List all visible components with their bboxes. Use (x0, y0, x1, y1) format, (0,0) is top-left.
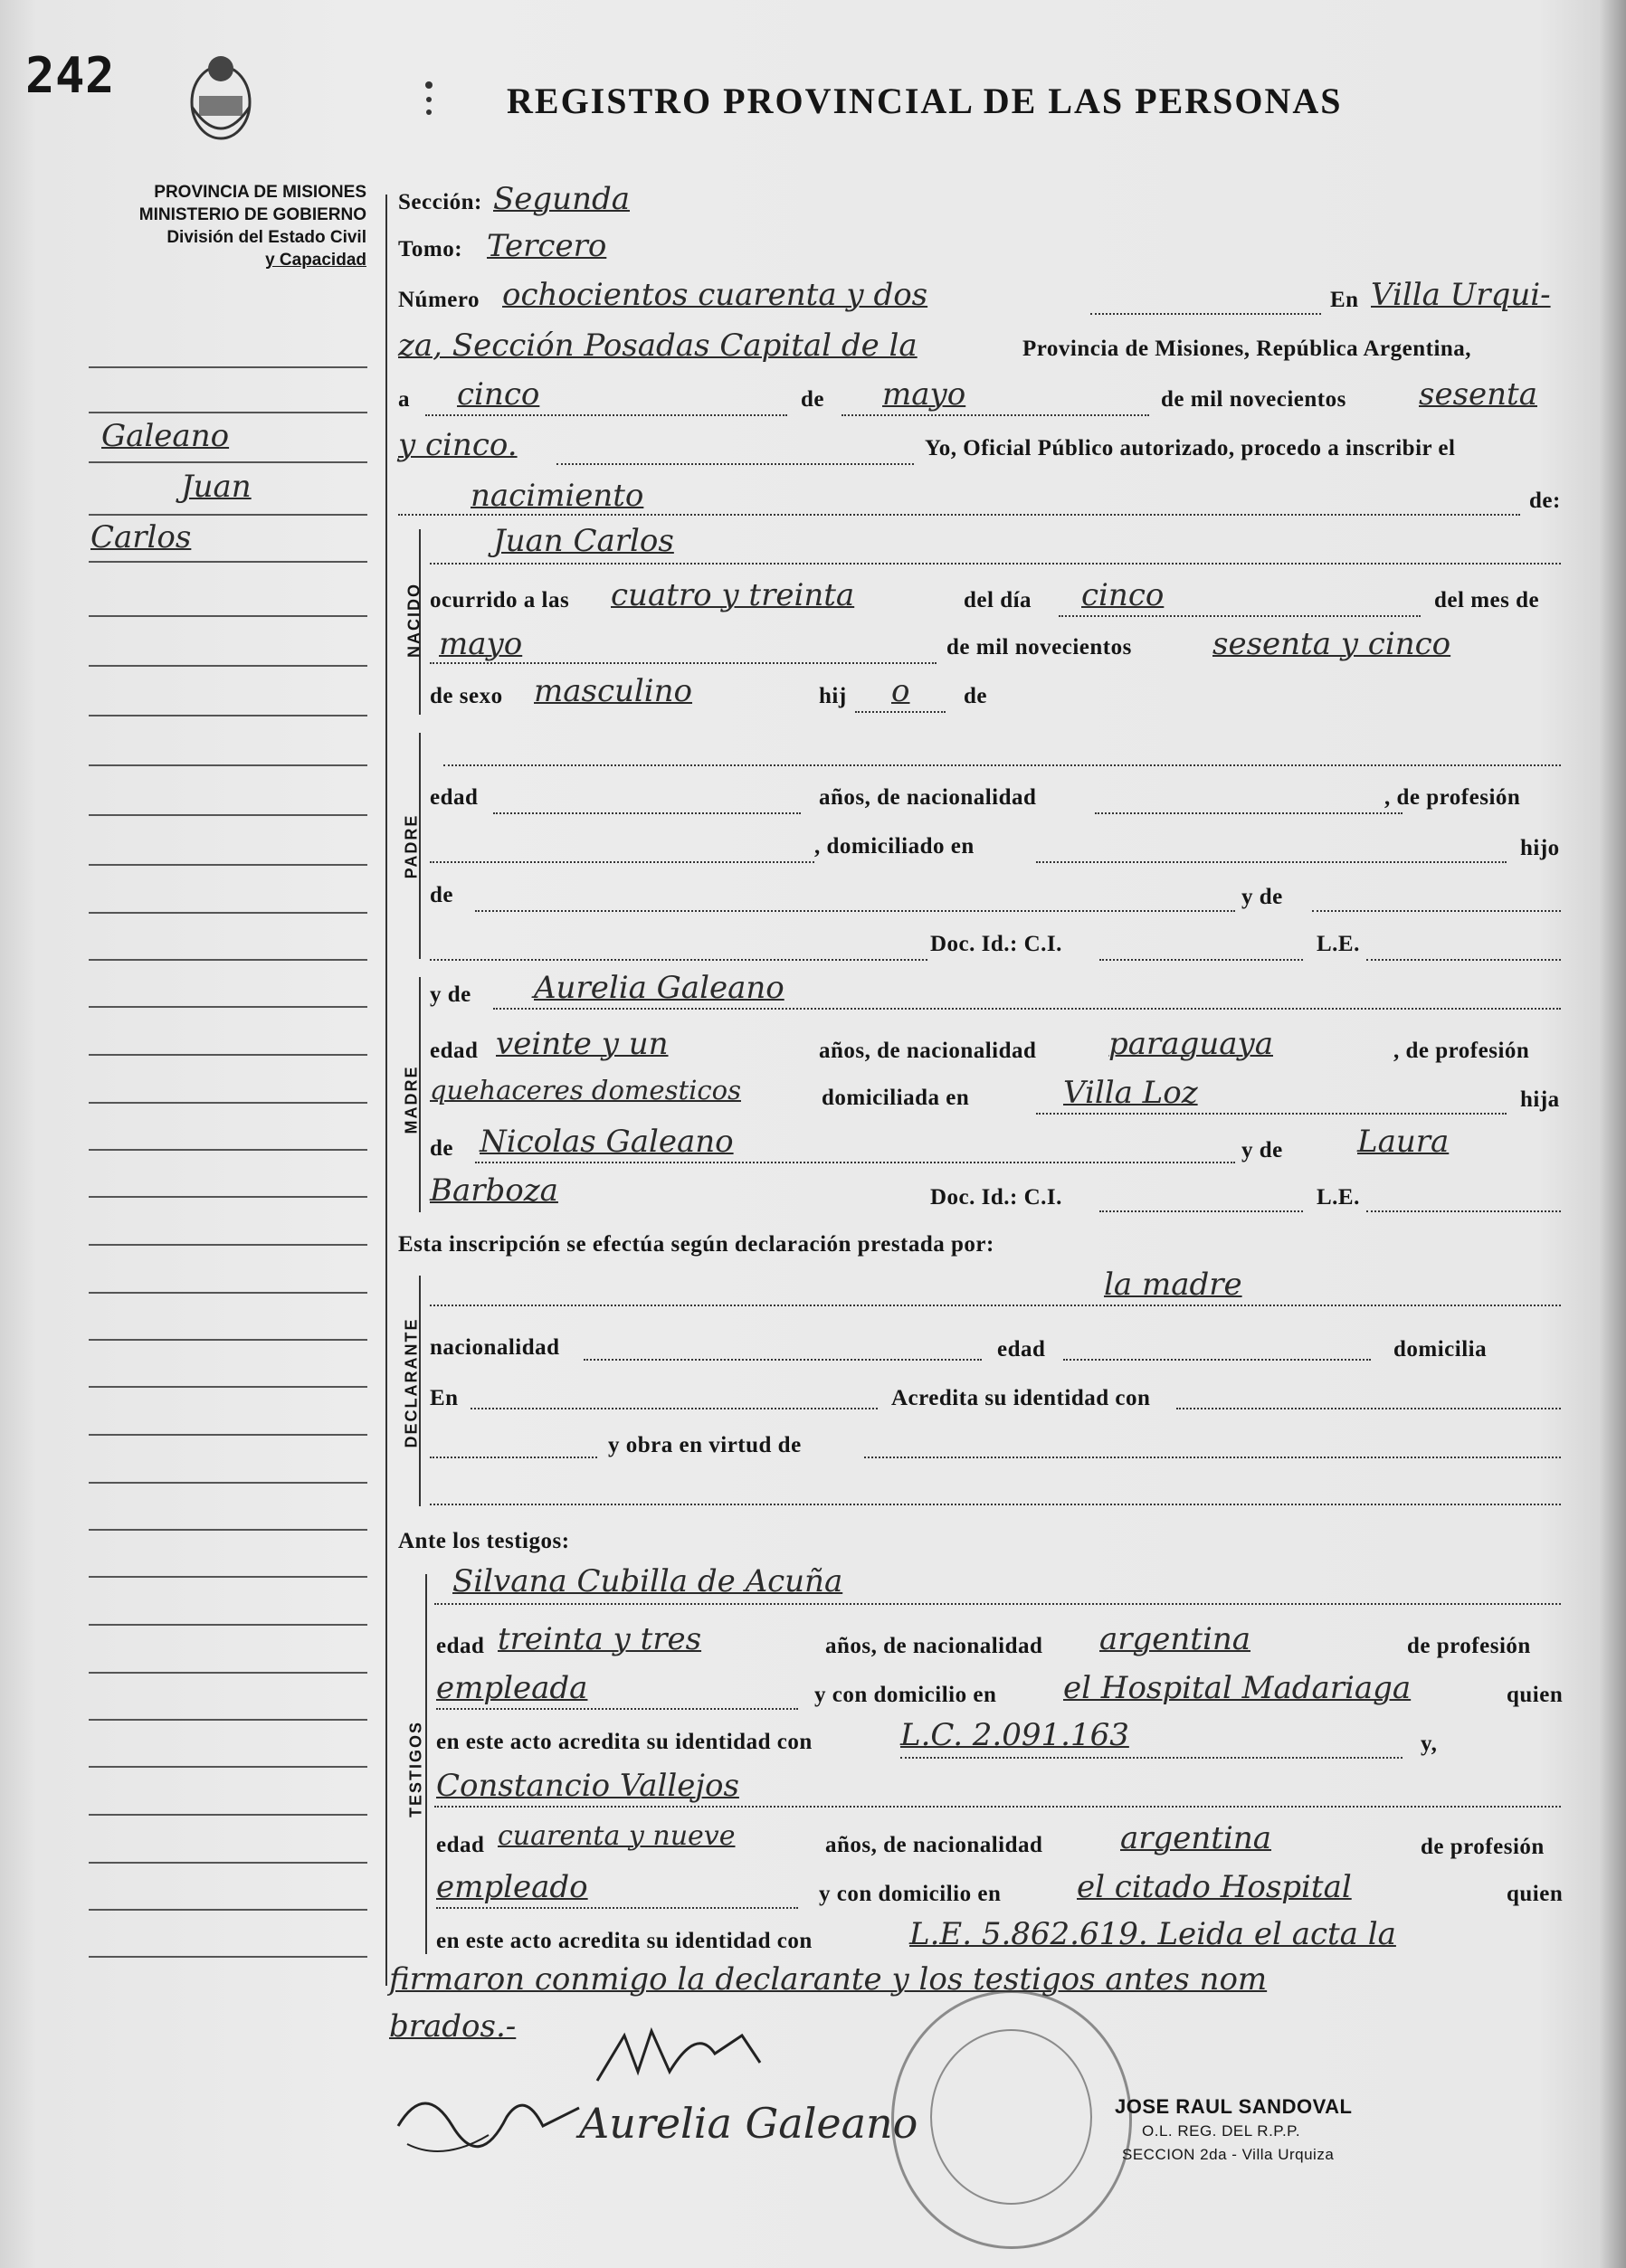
label-y-de: y de (1241, 885, 1283, 909)
label-numero: Número (398, 288, 480, 312)
fill-line (842, 414, 1149, 416)
label-de: de (964, 684, 987, 708)
label-quien: quien (1507, 1882, 1564, 1906)
fill-line (443, 764, 1561, 766)
value-declarante: la madre (1104, 1267, 1242, 1303)
issuer-line: MINISTERIO DE GOBIERNO (138, 205, 366, 224)
value-madre-dom: Villa Loz (1063, 1075, 1198, 1111)
label-nacionalidad: nacionalidad (430, 1335, 560, 1360)
fill-line (1176, 1408, 1561, 1409)
label-ocurrido: ocurrido a las (430, 588, 570, 612)
value-testigo1-edad: treinta y tres (498, 1621, 702, 1657)
value-testigo2-prof: empleado (436, 1869, 588, 1905)
label-domicilia: domicilia (1393, 1337, 1488, 1362)
label-en: En (1330, 288, 1359, 312)
value-nombre: Juan Carlos (493, 523, 674, 559)
coat-of-arms-icon (181, 43, 261, 152)
fill-line (430, 861, 814, 863)
label-anos-nac: años, de nacionalidad (825, 1833, 1043, 1857)
label-anos-nac: años, de nacionalidad (819, 1039, 1037, 1063)
fill-line (1036, 861, 1507, 863)
value-hij: o (891, 673, 910, 709)
value-lugar-2: za, Sección Posadas Capital de la (398, 327, 918, 364)
fill-line (398, 514, 1520, 516)
fill-line (430, 662, 937, 664)
fill-line (1059, 615, 1421, 617)
label-de-mil: de mil novecientos (946, 635, 1132, 660)
label-anos-nac: años, de nacionalidad (819, 785, 1037, 810)
label-acredita: en este acto acredita su identidad con (436, 1730, 813, 1754)
fill-line (1312, 910, 1561, 912)
label-y-obra: y obra en virtud de (608, 1433, 802, 1457)
label-en: En (430, 1386, 459, 1410)
fill-line (1366, 959, 1561, 961)
fill-line (864, 1457, 1561, 1458)
fill-line (1090, 313, 1321, 315)
fill-line (584, 1359, 982, 1361)
value-testigo1-nac: argentina (1099, 1621, 1251, 1657)
fill-line (900, 1757, 1403, 1759)
label-del-mes: del mes de (1434, 588, 1540, 612)
value-numero: ochocientos cuarenta y dos (502, 277, 928, 313)
value-hora: cuatro y treinta (611, 577, 855, 613)
label-domiciliado: , domiciliado en (814, 834, 975, 859)
fill-line (1095, 812, 1403, 814)
value-madre-nombre: Aurelia Galeano (534, 970, 784, 1006)
value-testigo1-doc: L.C. 2.091.163 (900, 1717, 1129, 1753)
label-sexo: de sexo (430, 684, 503, 708)
fill-line (434, 1806, 1561, 1808)
fill-line (434, 1603, 1561, 1605)
fill-line (475, 1162, 1235, 1163)
section-label-nacido: NACIDO (404, 583, 423, 658)
official-seal (891, 1990, 1132, 2249)
label-provincia: Provincia de Misiones, República Argentina, (1022, 337, 1472, 361)
fill-line (493, 812, 801, 814)
margin-given-name: Juan (181, 469, 252, 505)
value-lugar: Villa Urqui- (1371, 277, 1551, 313)
value-testigo2-doc: L.E. 5.862.619. Leida el acta la (909, 1916, 1396, 1952)
fill-line (471, 1408, 878, 1409)
value-dia-nac: cinco (1081, 577, 1165, 613)
label-y-de: y de (1241, 1138, 1283, 1162)
label-del-dia: del día (964, 588, 1032, 612)
margin-surname: Galeano (101, 418, 230, 454)
label-le: L.E. (1317, 932, 1360, 956)
value-anio-2: y cinco. (398, 427, 518, 463)
label-edad: edad (436, 1833, 485, 1857)
label-doc: Doc. Id.: C.I. (930, 1185, 1062, 1210)
label-y-coma: y, (1421, 1732, 1438, 1756)
section-label-testigos: TESTIGOS (406, 1721, 425, 1818)
margin-given-name: Carlos (90, 519, 192, 555)
fill-line (1099, 1210, 1303, 1212)
folio-number: 242 (25, 47, 116, 104)
label-edad: edad (997, 1337, 1046, 1362)
label-profesion: , de profesión (1393, 1039, 1530, 1063)
value-testigo2-nac: argentina (1120, 1820, 1272, 1856)
value-mes-nac: mayo (439, 626, 523, 662)
label-quien: quien (1507, 1683, 1564, 1707)
section-label-declarante: DECLARANTE (402, 1317, 421, 1448)
value-testigo1-nombre: Silvana Cubilla de Acuña (452, 1563, 843, 1599)
label-ante-testigos: Ante los testigos: (398, 1529, 570, 1553)
label-tomo: Tomo: (398, 237, 463, 261)
value-testigo2-edad: cuarenta y nueve (498, 1820, 736, 1852)
official-office: SECCION 2da - Villa Urquiza (1122, 2146, 1335, 2163)
value-madre-madre-2: Barboza (430, 1172, 558, 1209)
ornament-icon (422, 78, 436, 132)
issuer-line: y Capacidad (265, 251, 366, 270)
label-profesion: de profesión (1407, 1634, 1531, 1658)
page-title: REGISTRO PROVINCIAL DE LAS PERSONAS (507, 81, 1343, 121)
fill-line (436, 1907, 798, 1909)
label-de: de (430, 883, 453, 907)
closing-text-2: brados.- (389, 2008, 517, 2045)
label-le: L.E. (1317, 1185, 1360, 1210)
label-yo: Yo, Oficial Público autorizado, procedo a inscribir el (925, 436, 1456, 460)
official-title: O.L. REG. DEL R.P.P. (1142, 2122, 1301, 2140)
label-declaracion: Esta inscripción se efectúa según declaración prestada por: (398, 1232, 994, 1257)
label-de-colon: de: (1529, 489, 1561, 513)
label-de: de (801, 387, 824, 412)
main-divider (385, 195, 387, 1986)
fill-line (1063, 1359, 1371, 1361)
label-mil-novecientos: de mil novecientos (1161, 387, 1346, 412)
closing-text-1: firmaron conmigo la declarante y los testigos antes nom (389, 1961, 1268, 1998)
issuer-header (54, 181, 366, 271)
label-a: a (398, 387, 410, 412)
section-label-padre: PADRE (402, 813, 421, 879)
value-madre-edad: veinte y un (496, 1026, 669, 1062)
fill-line (1366, 1210, 1561, 1212)
label-edad: edad (430, 1039, 479, 1063)
value-madre-madre: Laura (1357, 1124, 1450, 1160)
value-mes: mayo (882, 376, 966, 413)
value-acto: nacimiento (471, 478, 644, 514)
fill-line (430, 1457, 597, 1458)
fill-line (436, 1708, 798, 1710)
issuer-line: División del Estado Civil (166, 228, 366, 247)
page-edge (1599, 0, 1626, 2268)
label-profesion: de profesión (1421, 1835, 1545, 1859)
value-dia: cinco (457, 376, 540, 413)
label-seccion: Sección: (398, 190, 482, 214)
value-madre-nac: paraguaya (1108, 1026, 1273, 1062)
label-de: de (430, 1136, 453, 1161)
value-anio: sesenta (1419, 376, 1537, 413)
value-sexo: masculino (534, 673, 693, 709)
value-anio-nac: sesenta y cinco (1212, 626, 1451, 662)
label-domiciliada: domiciliada en (822, 1086, 970, 1110)
signature-mark (389, 2072, 597, 2171)
value-seccion: Segunda (493, 181, 631, 217)
label-y-con: y con domicilio en (819, 1882, 1002, 1906)
value-madre-prof: quehaceres domesticos (430, 1075, 741, 1106)
value-testigo1-prof: empleada (436, 1670, 588, 1706)
label-acredita: en este acto acredita su identidad con (436, 1929, 813, 1953)
signature-mark (588, 2017, 769, 2099)
label-doc: Doc. Id.: C.I. (930, 932, 1062, 956)
fill-line (493, 1008, 1561, 1010)
value-testigo2-nombre: Constancio Vallejos (436, 1768, 739, 1804)
label-anos-nac: años, de nacionalidad (825, 1634, 1043, 1658)
value-madre-padre: Nicolas Galeano (480, 1124, 734, 1160)
issuer-line: PROVINCIA DE MISIONES (154, 183, 366, 202)
section-label-madre: MADRE (402, 1065, 421, 1134)
label-y-de: y de (430, 982, 471, 1007)
fill-line (430, 1305, 1561, 1306)
label-edad: edad (430, 785, 479, 810)
label-hija: hija (1520, 1087, 1560, 1112)
value-testigo2-dom: el citado Hospital (1077, 1869, 1352, 1905)
label-edad: edad (436, 1634, 485, 1658)
fill-line (1036, 1113, 1507, 1115)
fill-line (1099, 959, 1303, 961)
value-testigo1-dom: el Hospital Madariaga (1063, 1670, 1412, 1706)
label-acredita: Acredita su identidad con (891, 1386, 1151, 1410)
fill-line (425, 414, 787, 416)
label-hij: hij (819, 684, 847, 708)
value-tomo: Tercero (487, 228, 607, 264)
label-hijo: hijo (1520, 836, 1560, 860)
fill-line (430, 959, 927, 961)
label-profesion: , de profesión (1384, 785, 1521, 810)
official-name: JOSE RAUL SANDOVAL (1115, 2095, 1353, 2118)
signature-madre: Aurelia Galeano (579, 2099, 918, 2148)
label-y-con: y con domicilio en (814, 1683, 997, 1707)
fill-line (556, 463, 914, 465)
fill-line (430, 563, 1561, 565)
fill-line (430, 1504, 1561, 1505)
fill-line (475, 910, 1235, 912)
fill-line (855, 711, 946, 713)
